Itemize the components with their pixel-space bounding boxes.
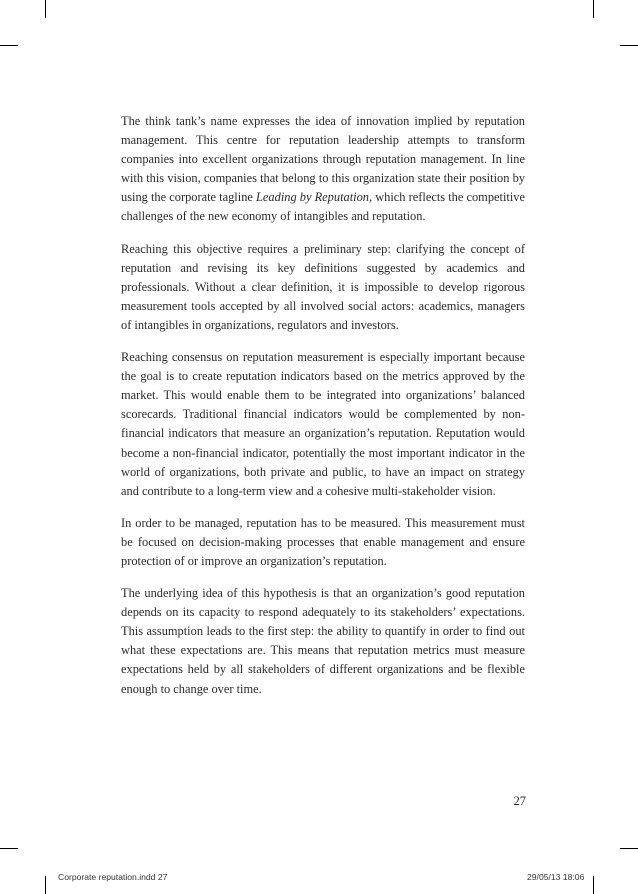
crop-mark — [0, 45, 18, 46]
slug-datetime: 29/05/13 18:06 — [527, 872, 585, 882]
corporate-tagline: Leading by Reputation, — [256, 190, 373, 205]
crop-mark — [620, 45, 638, 46]
slug-file-info: Corporate reputation.indd 27 — [58, 872, 168, 882]
crop-mark — [620, 848, 638, 849]
crop-mark — [45, 0, 46, 18]
paragraph-text: which reflects the competitive challenges of the new economy of intangibles and reputation. — [121, 190, 525, 224]
page-number: 27 — [513, 794, 526, 808]
paragraph: In order to be managed, reputation has to be measured. This measurement must be focused on decision-making processes that enable management and ensure protection of or improve an organization’s reputation. — [121, 515, 525, 568]
crop-mark — [45, 876, 46, 894]
paragraph: Reaching this objective requires a preliminary step: clarifying the concept of reputation and revising its key definitions suggested by academics and professionals. Without a clear definition, it is impossible to develop rigorous measurement tools accepted by all involved social actors: academics, managers of intangibles in organizations, regulators and investors. — [121, 241, 525, 332]
crop-mark — [593, 0, 594, 18]
paragraph-text: The think tank’s name expresses the idea of innovation implied by reputation management. This centre for reputation leadership attempts to transform companies into excellent organizations through reputation management. In line with this vision, companies that belong to this organization state their position by using the corporate tagline — [121, 114, 525, 205]
paragraph: Reaching consensus on reputation measurement is especially important because the goal is to create reputation indicators based on the metrics approved by the market. This would enable them to be integrated into organizations’ balanced scorecards. Traditional financial indicators would be complemented by non-financial indicators that measure an organization’s reputation. Reputation would become a non-financial indicator, potentially the most important indicator in the world of organizations, both private and public, to have an impact on strategy and contribute to a long-term view and a cohesive multi-stakeholder vision. — [121, 350, 525, 498]
body-text — [121, 112, 525, 712]
crop-mark — [593, 876, 594, 894]
paragraph — [121, 112, 525, 227]
crop-mark — [0, 848, 18, 849]
paragraph: The underlying idea of this hypothesis is that an organization’s good reputation depends on its capacity to respond adequately to its stakeholders’ expectations. This assumption leads to the first step: the ability to quantify in order to find out what these expectations are. This means that reputation metrics must measure expectations held by all stakeholders of different organizations and be flexible enough to change over time. — [121, 586, 525, 696]
